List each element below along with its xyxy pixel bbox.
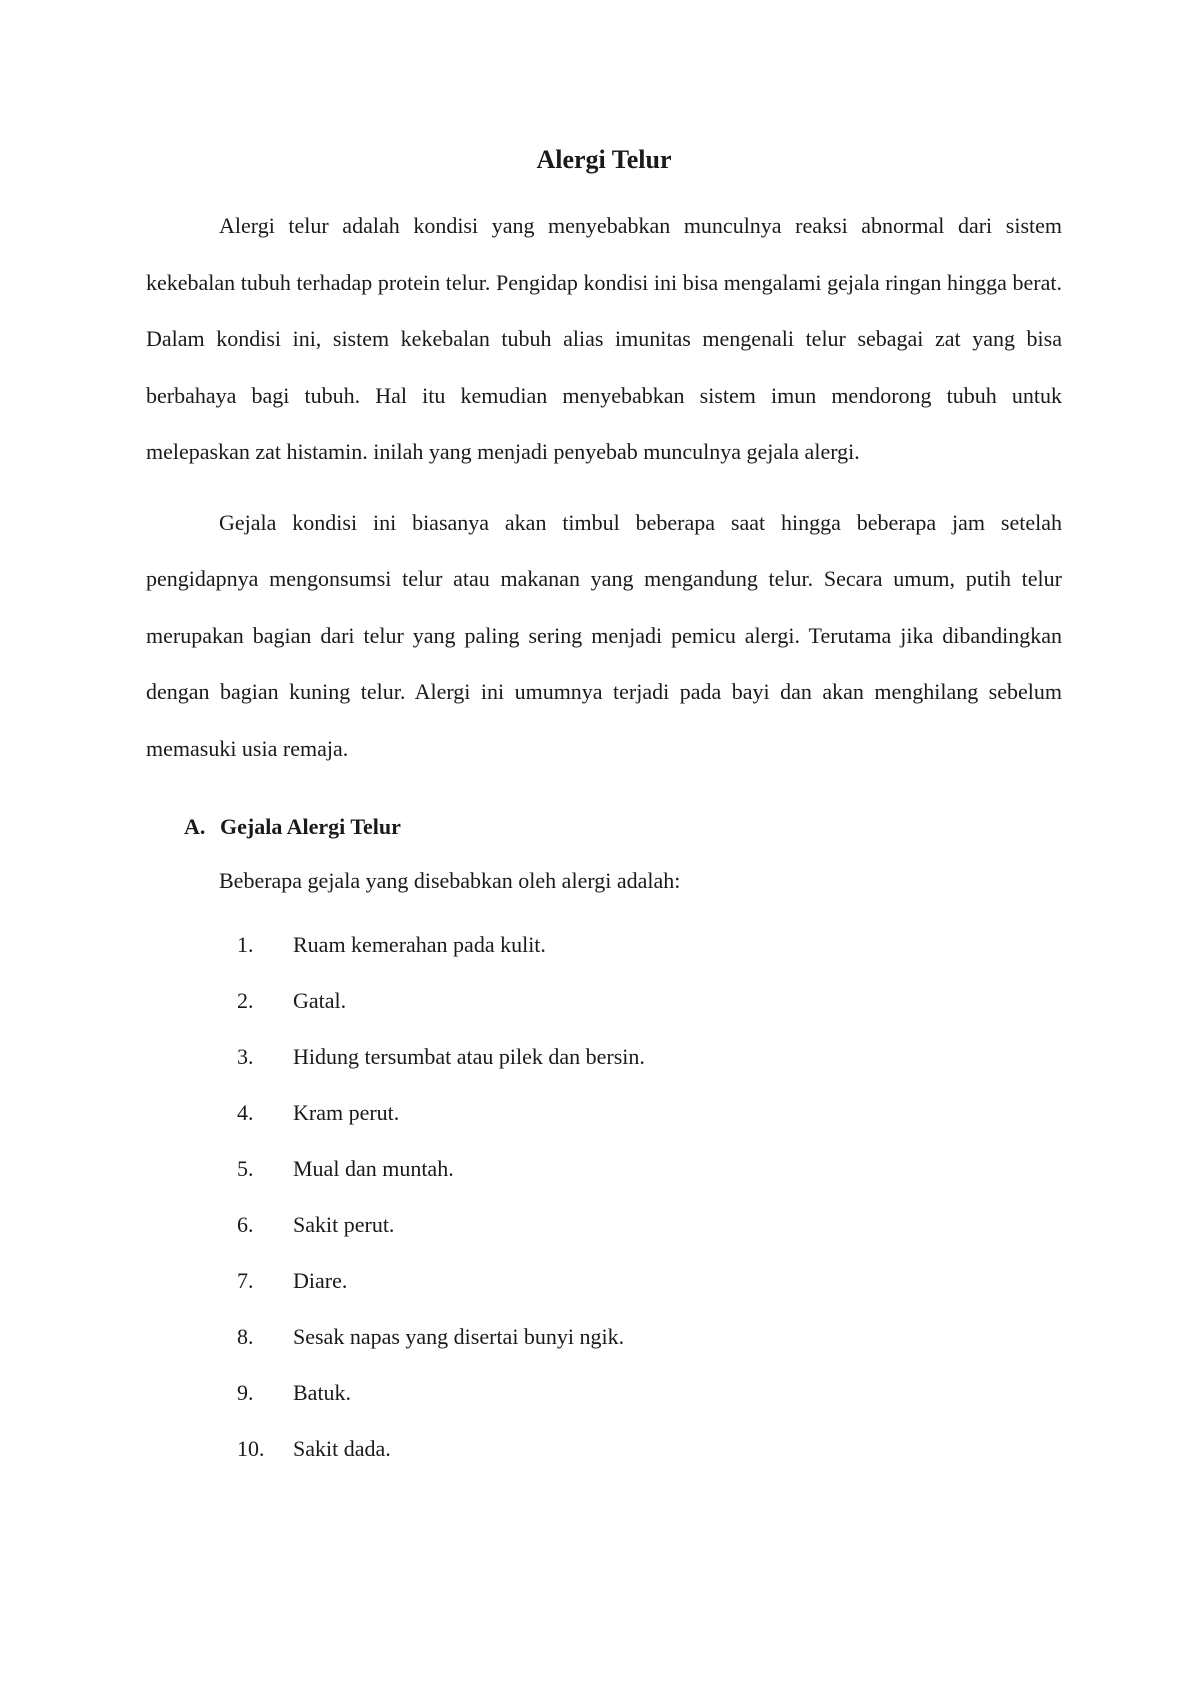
list-item [146,1365,1062,1421]
list-item-number: 1. [237,932,254,957]
list-item-number: 10. [237,1436,265,1461]
document-page [146,140,1062,1477]
paragraph-symptom-onset: Gejala kondisi ini biasanya akan timbul beberapa saat hingga beberapa jam setelah pengidapnya mengonsumsi telur atau makanan yang mengandung telur. Secara umum, putih telur merupakan bagian dari telur yang paling sering menjadi pemicu alergi. Terutama jika dibandingkan dengan bagian kuning telur. Alergi ini umumnya terjadi pada bayi dan akan menghilang sebelum memasuki usia remaja. [146,509,1062,761]
section-intro: Beberapa gejala yang disebabkan oleh alergi adalah: [219,868,681,893]
section-letter: A. [184,814,206,839]
section-heading [146,807,1062,847]
symptom-list [146,917,1062,1477]
list-item [146,1029,1062,1085]
list-item-number: 3. [237,1044,254,1069]
list-item [146,1141,1062,1197]
list-item [146,1253,1062,1309]
list-item [146,1197,1062,1253]
list-item-number: 5. [237,1156,254,1181]
list-item-text: Sesak napas yang disertai bunyi ngik. [293,1324,625,1349]
list-item-number: 9. [237,1380,254,1405]
list-item-text: Hidung tersumbat atau pilek dan bersin. [293,1044,645,1069]
document-title: Alergi Telur [536,145,672,174]
list-item [146,1309,1062,1365]
list-item-number: 7. [237,1268,254,1293]
list-item-text: Sakit dada. [293,1436,391,1461]
list-item-text: Batuk. [293,1380,352,1405]
section-title: Gejala Alergi Telur [220,814,401,839]
list-item-number: 8. [237,1324,254,1349]
list-item-text: Sakit perut. [293,1212,395,1237]
list-item-text: Kram perut. [293,1100,400,1125]
list-item-number: 4. [237,1100,254,1125]
paragraph-definition: Alergi telur adalah kondisi yang menyebabkan munculnya reaksi abnormal dari sistem kekebalan tubuh terhadap protein telur. Pengidap kondisi ini bisa mengalami gejala ringan hingga berat. Dalam kondisi ini, sistem kekebalan tubuh alias imunitas mengenali telur sebagai zat yang bisa berbahaya bagi tubuh. Hal itu kemudian menyebabkan sistem imun mendorong tubuh untuk melepaskan zat histamin. inilah yang menjadi penyebab munculnya gejala alergi. [146,213,1062,464]
list-item-text: Gatal. [293,988,347,1013]
list-item-text: Diare. [293,1268,348,1293]
list-item-text: Mual dan muntah. [293,1156,454,1181]
list-item [146,917,1062,973]
list-item [146,1421,1062,1477]
list-item [146,1085,1062,1141]
list-item [146,973,1062,1029]
list-item-text: Ruam kemerahan pada kulit. [293,932,546,957]
list-item-number: 6. [237,1212,254,1237]
list-item-number: 2. [237,988,254,1013]
